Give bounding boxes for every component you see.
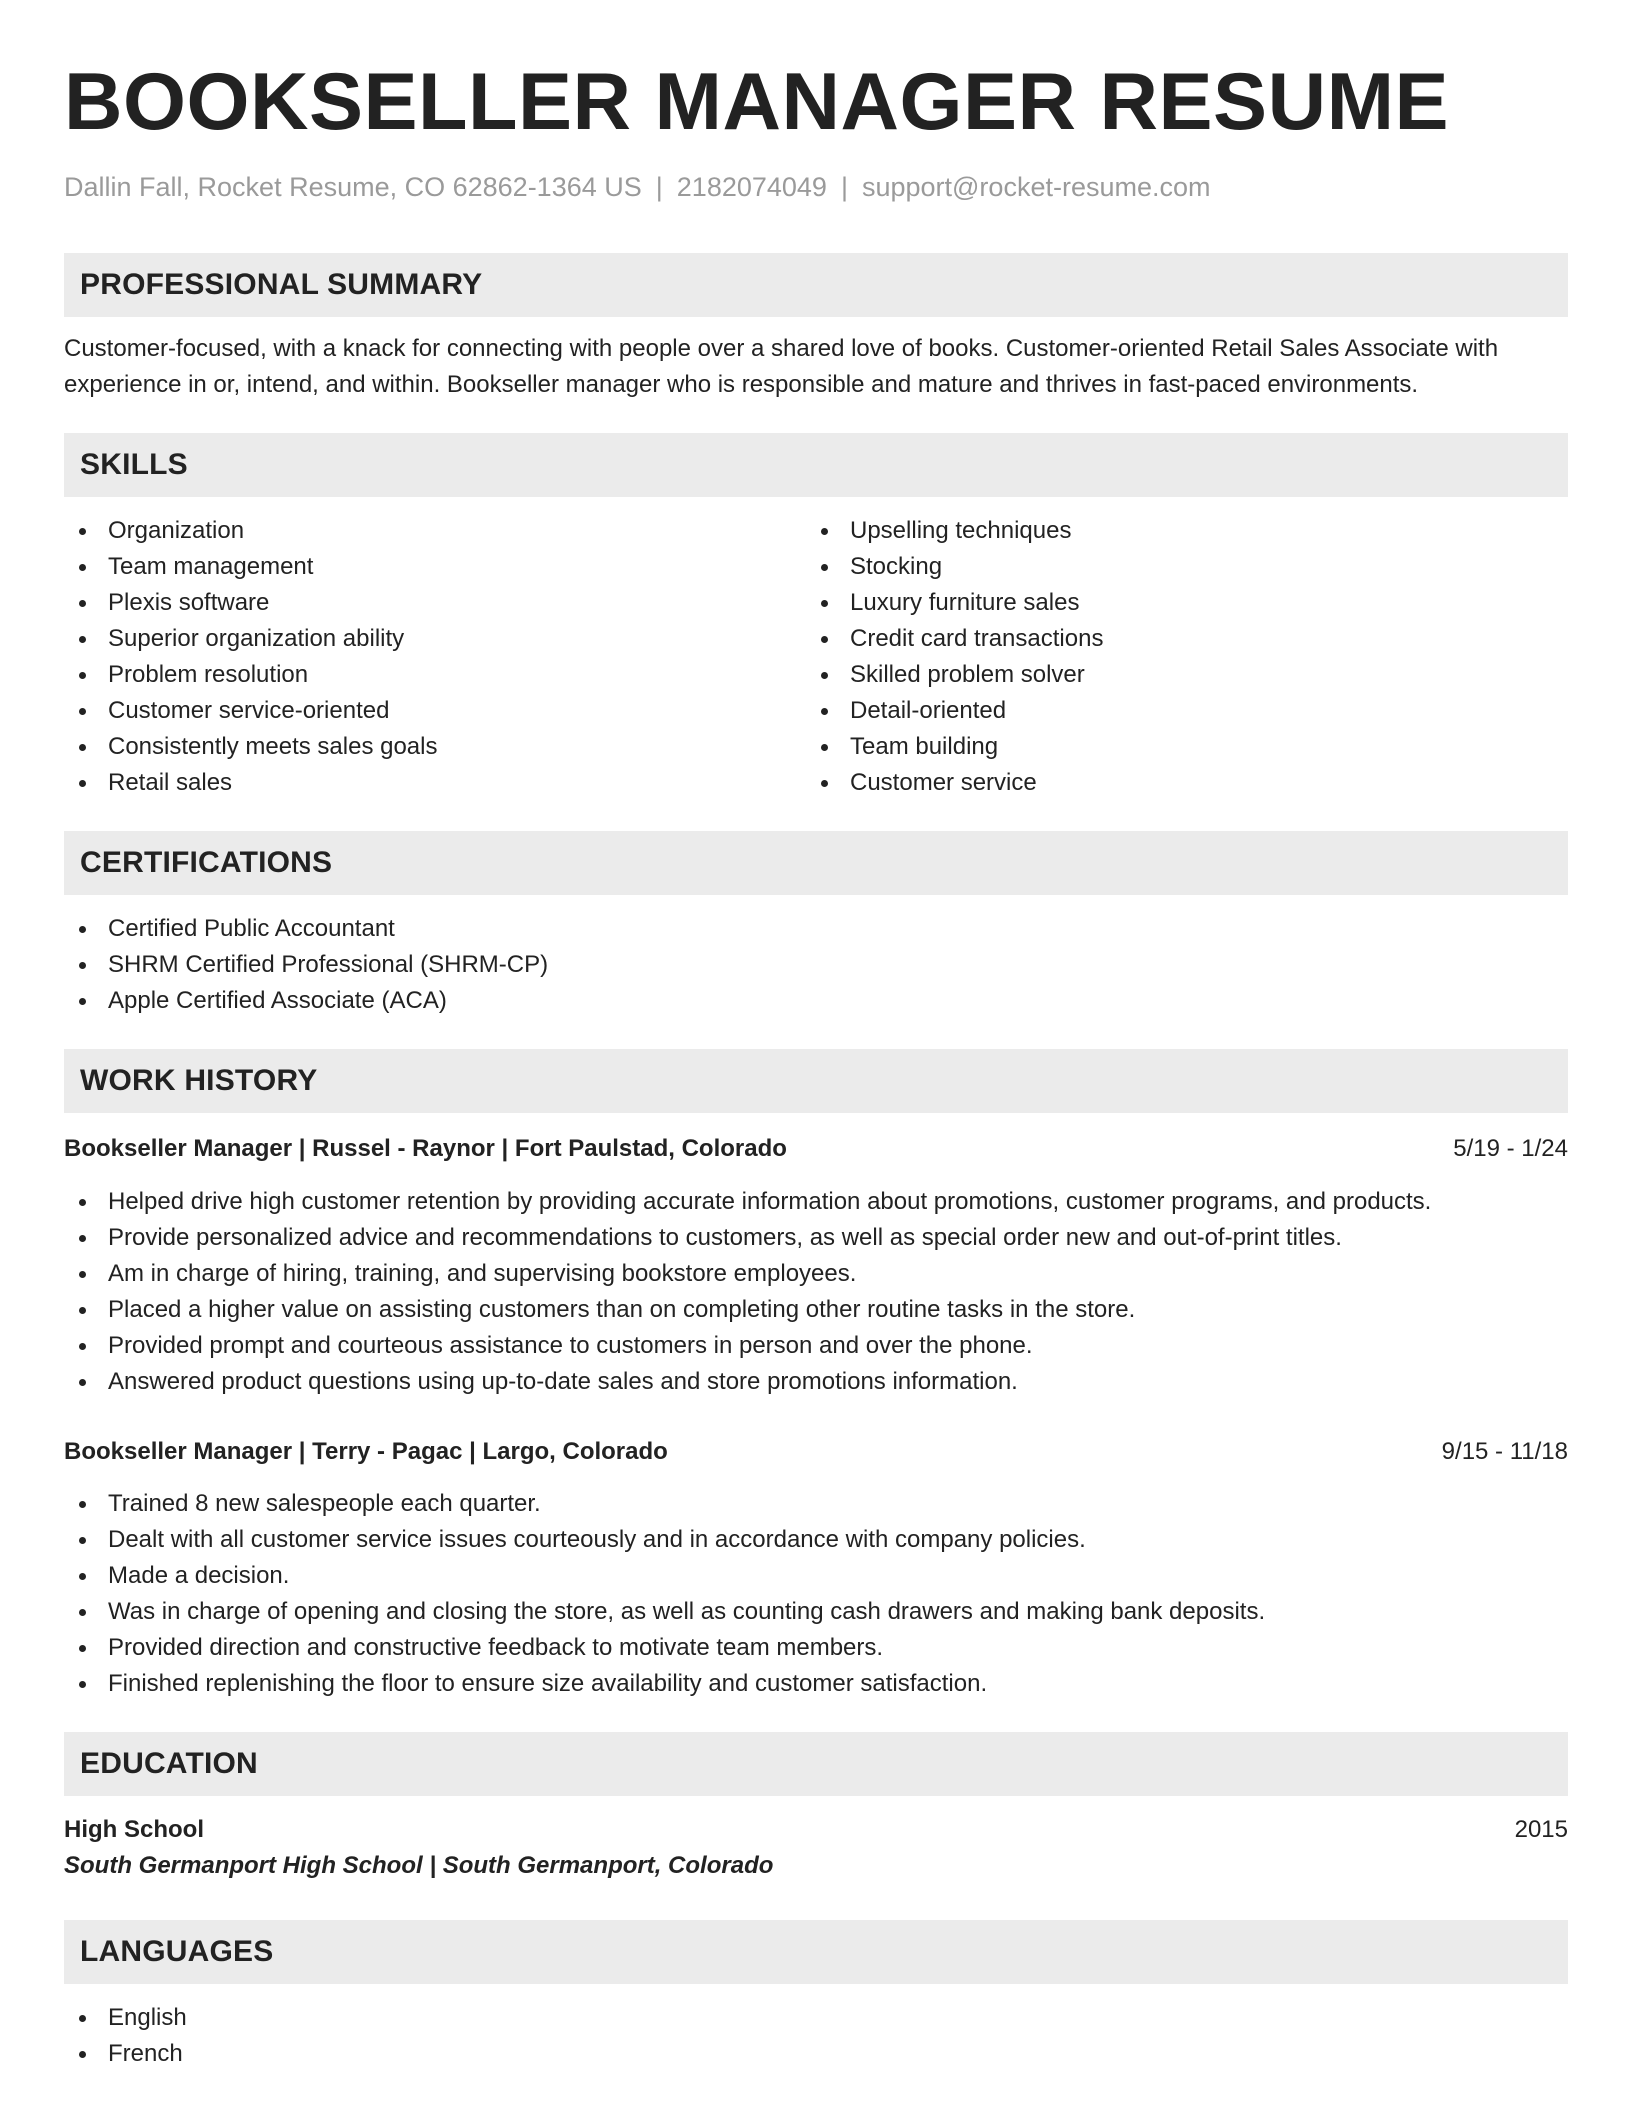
job-bullet: Was in charge of opening and closing the store, as well as counting cash drawers and making bank deposits. [64,1594,1568,1630]
education-entry [64,1812,1568,1884]
resume-title: BOOKSELLER MANAGER RESUME [64,57,1450,147]
job-header [64,1434,1568,1470]
section-heading-summary: PROFESSIONAL SUMMARY [64,253,1568,317]
skill-item: Skilled problem solver [806,657,1548,693]
job-bullet: Helped drive high customer retention by providing accurate information about promotions, customer programs, and products. [64,1184,1568,1220]
skill-item: Detail-oriented [806,693,1548,729]
job-title: Bookseller Manager | Russel - Raynor | Fort Paulstad, Colorado [64,1135,787,1163]
job-entry [64,1131,1568,1400]
certification-item: Certified Public Accountant [64,911,1568,947]
job-bullet: Made a decision. [64,1558,1568,1594]
job-entry [64,1434,1568,1702]
job-bullet: Placed a higher value on assisting customers than on completing other routine tasks in the store. [64,1292,1568,1328]
summary-text: Customer-focused, with a knack for connecting with people over a shared love of books. Customer-oriented Retail Sales Associate with experience in or, intend, and within. Bookseller manager who is responsible and mature and thrives in fast-paced environments. [64,335,1499,399]
education-school: South Germanport High School | South Germanport, Colorado [64,1852,774,1880]
skill-item: Retail sales [64,765,806,801]
skill-item: Problem resolution [64,657,806,693]
skill-item: Consistently meets sales goals [64,729,806,765]
job-bullet: Provided prompt and courteous assistance to customers in person and over the phone. [64,1328,1568,1364]
job-bullet: Answered product questions using up-to-date sales and store promotions information. [64,1364,1568,1400]
skill-item: Customer service [806,765,1548,801]
section-heading-education: EDUCATION [64,1732,1568,1796]
certification-item: Apple Certified Associate (ACA) [64,983,1568,1019]
skills-column-left [64,513,806,801]
job-bullet: Trained 8 new salespeople each quarter. [64,1486,1568,1522]
contact-separator: | [840,172,848,202]
education-year: 2015 [1514,1816,1568,1844]
skills-list [64,513,1568,801]
job-dates: 5/19 - 1/24 [1453,1135,1568,1163]
certifications-list [64,911,1568,1019]
contact-separator: | [655,172,663,202]
education-header [64,1812,1568,1848]
education-degree: High School [64,1816,204,1844]
job-bullet: Provided direction and constructive feedback to motivate team members. [64,1630,1568,1666]
section-heading-certifications: CERTIFICATIONS [64,831,1568,895]
skill-item: Upselling techniques [806,513,1548,549]
languages-list [64,2000,1568,2072]
skill-item: Team management [64,549,806,585]
contact-phone: 2182074049 [676,172,827,202]
language-item: French [64,2036,1568,2072]
section-heading-work-history: WORK HISTORY [64,1049,1568,1113]
job-bullet: Finished replenishing the floor to ensure size availability and customer satisfaction. [64,1666,1568,1702]
skill-item: Organization [64,513,806,549]
job-header [64,1131,1568,1167]
job-dates: 9/15 - 11/18 [1441,1438,1568,1466]
language-item: English [64,2000,1568,2036]
job-bullet: Provide personalized advice and recommendations to customers, as well as special order new and out-of-print titles. [64,1220,1568,1256]
skill-item: Stocking [806,549,1548,585]
certification-item: SHRM Certified Professional (SHRM-CP) [64,947,1568,983]
job-title: Bookseller Manager | Terry - Pagac | Largo, Colorado [64,1438,668,1466]
job-bullets [64,1486,1568,1702]
skill-item: Superior organization ability [64,621,806,657]
section-heading-skills: SKILLS [64,433,1568,497]
skill-item: Plexis software [64,585,806,621]
contact-email: support@rocket-resume.com [861,172,1211,202]
job-bullet: Am in charge of hiring, training, and supervising bookstore employees. [64,1256,1568,1292]
resume-page [64,52,1568,2072]
job-bullet: Dealt with all customer service issues courteously and in accordance with company policies. [64,1522,1568,1558]
contact-line [64,171,1568,203]
section-heading-languages: LANGUAGES [64,1920,1568,1984]
skill-item: Luxury furniture sales [806,585,1548,621]
skill-item: Customer service-oriented [64,693,806,729]
contact-address: Dallin Fall, Rocket Resume, CO 62862-1364 US [64,172,642,202]
skill-item: Credit card transactions [806,621,1548,657]
skills-column-right [806,513,1548,801]
job-bullets [64,1184,1568,1400]
skill-item: Team building [806,729,1548,765]
